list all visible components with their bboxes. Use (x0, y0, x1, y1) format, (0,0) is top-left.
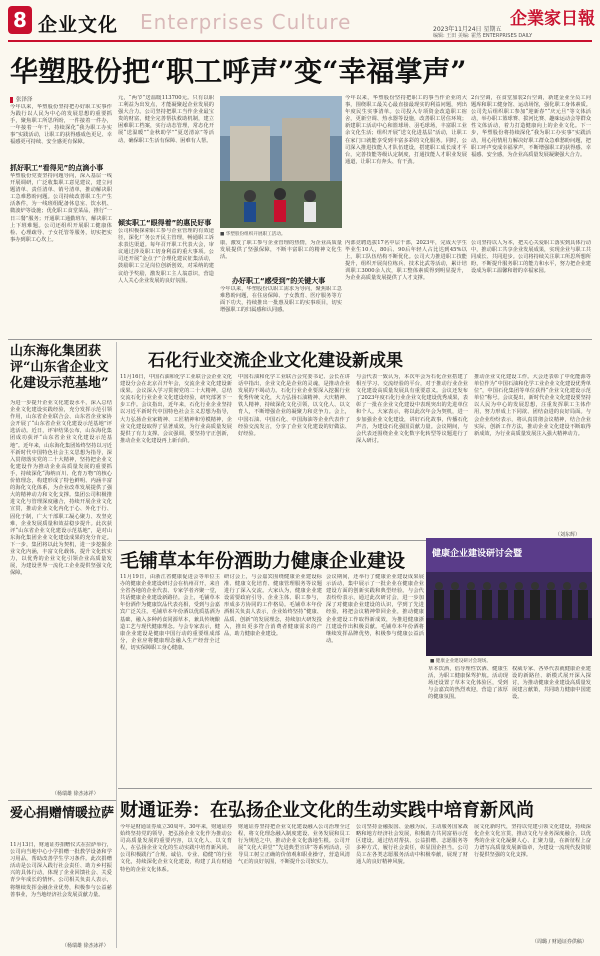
lead-body-col-2: 元，“两节”送温暖113700元。只有以职工利益为出发点，才能凝聚起企业发展的强大合力。公司坚持把职工当作企业最宝贵的财富，健全完善帮扶救助机制，建立困难职工档案，实行动态管理，常态化开展“送温暖”“金秋助学”“夏送清凉”等活动，确保职工生活有保障、困难有人帮。 (118, 95, 214, 144)
side-story-1-headline: 山东海化集团获评“山东省企业文化建设示范基地” (10, 344, 109, 391)
lead-headline: 华塑股份把“职工呼声”变“幸福掌声” (10, 55, 467, 88)
lead-photo (220, 96, 342, 228)
lead-body-col-4: 2台空调，在食堂加装2台空调，新建金业全员工问题库和职工健身馆、运动场馆，强化职工身体素质。公司先后组织职工参加“迎新春”“庆元旦”等文体活动，举办职工篮球赛、拔河比赛、趣味运动会等群众性文体活动，着力打造健康向上的企业文化。下一步，华塑股份将持续深化“我为职工办实事”实践活动，用心用情用力解决好职工群众急难愁盼问题，把职工呼声变成幸福掌声，不断增强职工的获得感、幸福感、安全感，为企业高质量发展凝聚强大合力。 (471, 95, 591, 158)
maogui-headline: 毛铺草本年份酒助力健康企业建设 (120, 550, 406, 572)
section-title-en: Enterprises Culture (140, 10, 352, 34)
petrochem-headline: 石化行业交流企业文化建设新成果 (148, 351, 403, 371)
masthead-divider (8, 40, 592, 42)
byline-author: 张泽泽 (16, 97, 33, 103)
maogui-body-col-4: 草本饮酒，倡导理性饮酒、健康生活，为职工健康保驾护航。活动现场还设置了草本文化体验区，受到与会嘉宾的热烈欢迎，营造了浓厚的健康氛围。 (428, 666, 508, 701)
caitong-signature: （周璐 / 财通证券供稿） (532, 939, 587, 945)
lead-body-col-2b: 公司积极探索职工参与企业管理的有效途径，深化厂务公开民主管理，畅通职工诉求表达渠道。每年召开职工代表大会，审议通过涉及职工切身利益的重大事项。公司还开展“金点子”合理化建议征集活动，鼓励职工立足岗位创新创效，对采纳的建议给予奖励，激发职工主人翁意识，营造人人关心企业发展的良好氛围。 (118, 228, 214, 284)
petrochem-signature: （刘东辉） (555, 532, 581, 538)
maogui-body-col-5: 权威专家、各界代表就健康企业建设的新路径、新模式展开深入探讨，为推动健康企业建设高质量发展建言献策，共同助力健康中国建设。 (512, 666, 591, 701)
lead-body-col-1: 今年以来，华塑股份坚持把办好职工实事作为践行以人民为中心的发展思想的重要抓手，聚焦职工所思所盼，一件接着一件办，一年接着一年干，持续深化“我为职工办实事”实践活动，让职工的获得感成色更足、幸福感更可持续、安全感更有保障。 (10, 104, 112, 146)
side-divider (8, 800, 116, 801)
issue-date: 2023年11月24日 星期五 (433, 26, 502, 33)
editor-credits: 编辑: 王田 美编: 霍然 ENTERPRISES DAILY (433, 33, 533, 39)
maogui-photo-banner: 健康企业建设研讨会暨 (432, 549, 523, 559)
lead-body-col-6: 今年以来，华塑股份以职工需求为导向，聚焦职工急难愁盼问题，在住房保障、子女教育、医疗服务等方面下功夫，持续推出一批惠及职工的实事项目，切实增强职工的归属感和认同感。 (220, 286, 342, 314)
lead-body-col-7: 内部竞聘选拔17名中层干部，2023年，完成大学生毕业生10人，80后、90后年轻人占比达到45%以上，职工队伍结构不断优化。公司大力推进职工技能提升，组织开展岗位练兵、技术比武等活动，累计培训职工3000余人次，职工整体素质得到明显提升，为企业高质量发展提供了人才支撑。 (345, 240, 467, 282)
petrochem-body-col-1: 11月16日，中国石油和化学工业联合会企业文化建设分会在北京召开年会，交流企业文化建设新成果。会议深入学习贯彻党的二十大精神，总结交流石化行业企业文化建设经验，研究部署下一步工作。会议指出，近年来，石化行业企业坚持以习近平新时代中国特色社会主义思想为指导，大力弘扬企业家精神、工匠精神和劳模精神，企业文化建设取得了显著成效，为行业高质量发展提供了有力支撑。会议强调，要坚持守正创新，推动企业文化建设再上新台阶。 (120, 374, 232, 444)
lead-subhead-2: 倾实职工“眼得着”的惠民好事 (118, 219, 212, 227)
section-title: 企业文化 (38, 14, 119, 36)
side-story-1-signature: （杨瑞雄 徐杰冰祥） (52, 791, 99, 797)
petrochem-body-col-2: 中国石油和化学工业联合会党委书记、会长在讲话中指出，企业文化是企业的灵魂，是推动企业发展的不竭动力。石化行业企业要深入挖掘行业优秀传统文化，大力弘扬石油精神、大庆精神、铁人精神，持续深化文化引领，以文化人、以文育人，不断增强企业的凝聚力和竞争力。会上，中国石油、中国石化、中国海油等企业代表作了经验交流发言，分享了企业文化建设的好做法、好经验。 (238, 374, 350, 437)
maogui-photo-caption: ■ 健康企业建设研讨会现场。 (430, 659, 491, 664)
petrochem-body-col-3: 与会代表一致认为，本次年会为石化企业搭建了相互学习、交流经验的平台，对于推动行业企业文化建设高质量发展具有重要意义。会议还发布了2023年度石化行业企业文化建设优秀成果，表彰了一批在企业文化建设中表现突出的先进单位和个人。大家表示，将以此次年会为契机，进一步加强企业文化建设，讲好石化故事，传播石化声音，为建设石化强国贡献力量。会议期间，与会代表还围绕企业文化数字化转型等议题进行了深入研讨。 (356, 374, 468, 444)
side-story-2-signature: （杨瑞雄 徐杰冰祥） (62, 943, 109, 949)
maogui-body-col-3: 会议期间，还举行了健康企业建设成果展示活动，集中展示了一批企业在健康企业建设方面的创新实践和典型经验。与会代表纷纷表示，通过此次研讨会，进一步加深了对健康企业建设的认识，学到了先进经验，将把会议精神带回企业，推动健康企业建设工作取得新成效，为推进健康浙江建设作出积极贡献。毛铺草本年份酒将继续发挥品牌优势，积极参与健康公益活动。 (326, 574, 424, 644)
masthead (0, 0, 600, 40)
column-divider (116, 342, 117, 948)
caitong-body-col-4: 展文化新时代，坚持以党建引领文化建设，持续深化企业文化宣贯，推动文化与业务深度融合，以优秀的企业文化凝聚人心、汇聚力量，在新征程上奋力谱写高质量发展新篇章，为建设一流现代投资银行提供坚强的文化支撑。 (474, 824, 591, 859)
page-number-badge: 8 (8, 6, 32, 34)
lead-body-col-1b: 华塑股份党委坚持问题导向，深入基层一线开展调研，广泛收集职工意见建议，建立问题清单、责任清单、销号清单，推动解决职工急难愁盼问题。公司持续改善职工生产生活条件，为一线班组配备休息室、饮水机、微波炉等设施；优化职工食堂菜品，推行“一日三餐”服务；开通职工通勤班车，解决职工上下班难题。公司还组织开展职工健康体检、心理疏导、子女托管等服务，切实把实事办到职工心坎上。 (10, 173, 112, 243)
lead-subhead-1: 抓好职工“看得见”的点滴小事 (10, 164, 104, 172)
section-divider-1 (8, 339, 592, 340)
maogui-body-col-2: 研讨会上，与会嘉宾围绕健康企业建设标准、健康文化培育、健康管理服务等议题进行了深入交流。大家认为，健康企业建设需要政府引导、企业主体、职工参与，形成多方协同的工作格局。毛铺草本年份酒相关负责人表示，企业始终坚持“健康、品质、创新”的发展理念，持续加大研发投入，推出更多符合消费者健康需求的产品，助力健康企业建设。 (224, 574, 322, 637)
lead-photo-image (220, 96, 342, 228)
maogui-body-col-1: 11月19日，由浙江省健康促进会等单位主办的健康企业建设研讨会在杭州召开，来自全省各地的企业代表、专家学者齐聚一堂，共话健康企业建设新路径。会上，毛铺草本年份酒作为健康饮品代表亮相，受到与会嘉宾广泛关注。毛铺草本年份酒以优质基酒为基础，融入多种药食同源草本，兼具传统酿造工艺与现代健康理念。与会专家表示，健康企业建设是健康中国行动的重要组成部分，企业应将健康理念融入生产经营全过程，切实保障职工身心健康。 (120, 574, 220, 651)
paper-logo: 企業家日報 (510, 9, 595, 29)
lead-body-col-8: 公司坚持以人为本，把关心关爱职工落实到具体行动中，推动职工共享企业发展成果，实现企业与职工共同成长、共同进步。公司将持续关注职工所思所想所盼，不断提升服务职工的能力和水平，努力把企业建设成为职工温馨和谐的幸福家园。 (471, 240, 591, 275)
lead-body-col-3: 今年以来，华塑股份坚持把职工的事当作企业的大事，围绕职工最关心最直接最现实的利益问题，列出年度民生实事清单。公司投入专项资金改造职工宿舍，更新空调、热水器等设施，改善职工居住环境；新建职工活动中心和篮球场、羽毛球场，丰富职工业余文化生活；组织开展“送文化进基层”活动，让职工在家门口就能享受到丰富多彩的文化服务。同时，公司深入推进技能人才队伍建设，搭建职工成长成才平台，完善技能等级认定制度，打通技能人才职业发展通道，让职工有奔头、有干劲。 (345, 95, 467, 165)
caitong-headline: 财通证券：在弘扬企业文化的生动实践中培育新风尚 (120, 800, 534, 821)
section-divider-3 (118, 788, 592, 789)
caitong-body-col-3: 公司坚持金融报国、金融为民，主动服务国家战略和地方经济社会发展，积极助力共同富裕示范区建设。通过结对帮扶、公益捐赠、志愿服务等多种方式，履行社会责任，彰显国企担当。公司员工在各类志愿服务活动中积极奉献，展现了财通人的良好精神风貌。 (356, 824, 468, 866)
side-story-1-body: 为进一步提升企业文化建设水平，深入总结企业文化建设实践经验，充分发挥示范引领作用，山东省企业联合会、山东省企业家协会开展了“山东省企业文化建设示范基地”评选活动。近日，评审结果公布，山东海化集团成功获评“山东省企业文化建设示范基地”。近年来，山东海化集团始终坚持以习近平新时代中国特色社会主义思想为指导，深入贯彻落实党的二十大精神，坚持把企业文化建设作为推动企业高质量发展的重要抓手，持续深化“海纳百川、化育万物”的核心价值理念，构建形成了特色鲜明、内涵丰富的海化文化体系，为企业改革发展提供了强大的精神动力和文化支撑。集团公司积极推进文化与管理深度融合，持续开展企业文化宣贯，推动企业文化内化于心、外化于行、固化于制，广大干部职工凝心聚力、攻坚克难，企业发展质量和效益稳步提升。此次获评“山东省企业文化建设示范基地”，是对山东海化集团企业文化建设成果的充分肯定。下一步，集团将以此为契机，进一步挖掘企业文化内涵，丰富文化载体，提升文化软实力，以优秀的企业文化引领企业高质量发展，为建设世界一流化工企业提供坚强文化保障。 (10, 400, 112, 577)
side-story-2-body: 11月13日，财通证券捐赠仪式在拉萨举行，公司向当地中心小学捐赠一批教学设备和学习用品，帮助改善学生学习条件。此次捐赠活动是公司深入践行社会责任、助力乡村振兴的具体行动，体现了企业回馈社会、关爱青少年成长的情怀。公司相关负责人表示，将继续发挥金融企业优势，积极参与公益慈善事业，为当地经济社会发展贡献力量。 (10, 842, 112, 898)
lead-photo-caption: ■ 华塑股份组织开展职工活动。 (220, 232, 286, 237)
byline-marker (10, 97, 13, 103)
lead-subhead-3: 办好职工“感受到”的关键大事 (232, 277, 326, 285)
side-story-2-headline: 爱心捐赠情暖拉萨 (10, 806, 115, 821)
maogui-photo (426, 538, 592, 656)
lead-byline (10, 95, 33, 103)
caitong-body-col-1: 今年是财通证券成立30周年。30年来，财通证券始终坚持党的领导，把弘扬企业文化作为推动公司高质量发展的重要内容，以文化人、以文育人，在弘扬企业文化的生动实践中培育新风尚。公司积极践行“合规、诚信、专业、稳健”的行业文化，持续深化企业文化建设，构建了具有财通特色的企业文化体系。 (120, 824, 232, 873)
petrochem-body-col-4: 推动企业文化建设工作。大会还表彰了中化能源等单位作为“中国石油和化学工业企业文化建设优秀单位”，中国石化集团等单位获得“企业文化建设示范单位”称号。会议提出，新时代企业文化建设要坚持以人民为中心的发展思想，注重发挥职工主体作用，努力形成上下同欲、团结奋进的良好局面。与会企业纷纷表示，将认真贯彻会议精神，结合企业实际，创新工作方法，推动企业文化建设不断取得新成效，为行业高质量发展注入强大精神动力。 (474, 374, 591, 437)
lead-body-col-5: 康，激发了职工参与企业管理的热情，为企业高质量发展提供了坚强保障，不断丰富职工的精神文化生活。 (220, 240, 342, 261)
caitong-body-col-2: 财通证券坚持把企业文化建设融入公司治理全过程，将文化理念融入制度建设、业务发展和员工行为规范之中，推动企业文化落地生根。公司开展“文化大讲堂”“先进典型宣讲”等系列活动，引导员工树立正确的价值观和职业操守，营造风清气正的良好氛围，不断提升公司软实力。 (238, 824, 350, 866)
